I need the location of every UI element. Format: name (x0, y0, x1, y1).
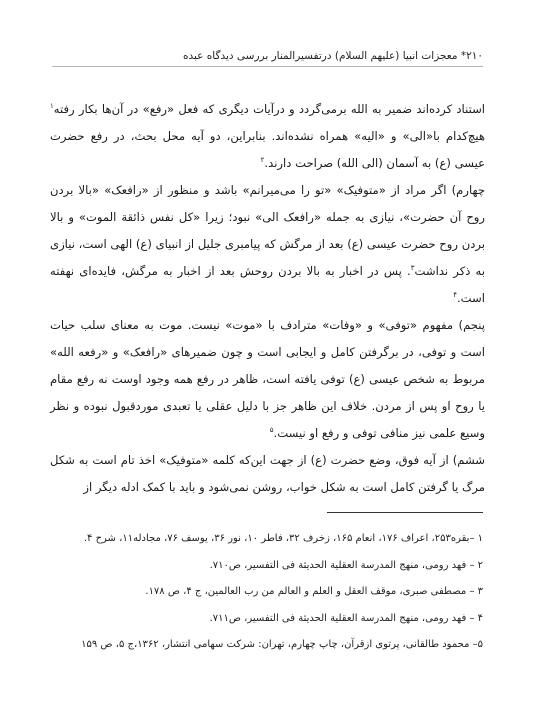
paragraph-1-text: استناد کرده‌اند ضمیر به الله برمی‌گردد و درآیات دیگری که فعل «رفع» در آن‌ها بکار رفته (53, 102, 485, 116)
footnote-ref-1: ۱ (50, 102, 54, 111)
footnote-1: ۱ –بقره۲۵۳، اعراف ۱۷۶، انعام ۱۶۵، زخرف ۳۲، فاطر ۱۰، نور ۳۶، یوسف ۷۶، مجادله۱۱، شرح ۴. (83, 533, 483, 544)
footnote-ref-3: ۳ (410, 264, 415, 273)
running-header: ۲۱۰* معجزات انبیا (علیهم السلام) درتفسیرالمنار بررسی دیدگاه عبده (52, 50, 483, 67)
paragraph-2-text: هیچ‌کدام با«الی» و «الیه» همراه نشده‌اند. بنابراین، دو آیه محل بحث، در رفع حضرت عیسی (ع) به آسمان (الی الله) صراحت دارند. (50, 129, 485, 170)
footnote-4: ۴ – فهد رومی، منهج المدرسة العقلیة الحدیثة فی التفسیر، ص۷۱۱. (209, 612, 483, 624)
footnotes (52, 526, 483, 659)
paragraph-6-text: ششم) از آیه فوق، وضع حضرت (ع) از جهت این‌که کلمه «متوفیک» اخذ تام است به شکل مرگ یا گرفتن کامل است به شکل خواب، روشن نمی‌شود و باید با کمک ادله دیگر از (50, 453, 485, 494)
footnote-2: ۲ – فهد رومی، منهج المدرسة العقلیة الحدیثة فی التفسیر، ص۷۱۰. (209, 559, 483, 571)
footnote-separator (327, 512, 483, 513)
paragraph-6 (50, 447, 485, 501)
paragraph-4-text: چهارم) اگر مراد از «متوفیک» «تو را می‌میرانم» باشد و منظور از «رافعک» «بالا بردن روح آن حضرت»، نیازی به جمله «رافعک الی» نبود؛ زیرا «کل نفس ذائقة الموت» و بالا بردن روح حضرت عیسی (ع) بعد از مرگش که پیامبری جلیل از انبیای (ع) الهی است، نیازی به ذکر نداشت (50, 183, 485, 278)
footnote-ref-2: ۲ (260, 156, 265, 165)
footnote-5: ۵– محمود طالقانی، پرتوی ازقرآن، چاپ چهارم، تهران: شرکت سهامی انتشار، ۱۳۶۲،ج ۵، ص ۱۵۹ (81, 639, 483, 650)
paragraph-5 (50, 312, 485, 447)
footnote-ref-4: ۴ (453, 291, 457, 300)
footnote-3: ۳ – مصطفی صبری، موقف العقل و العلم و العالم من رب العالمین، ج ۴، ص ۱۷۸. (145, 586, 483, 597)
paragraph-5-text: پنجم) مفهوم «توفی» و «وفات» مترادف با «موت» نیست. موت به معنای سلب حیات است و توفی، در برگرفتن کامل و ایجابی است و چون ضمیرهای «رافعک» و «رفعه الله» مربوط به شخص عیسی (ع) توفی یافته است، ظاهر در رفع همه وجود اوست نه رفع مقام یا روح او پس از مردن. خلاف این ظاهر جز با دلیل عقلی یا تعبدی موردقبول نبوده و نظر وسیع علمی نیز منافی توفی و رفع او نیست. (50, 318, 485, 440)
paragraph-4 (50, 177, 485, 312)
footnote-ref-5: ۵ (269, 426, 274, 435)
paragraph-1 (50, 96, 485, 177)
paragraph-4-tail: . پس در اخبار به بالا بردن روحش بعد از اخبار به مرگش، فایده‌ای نهفته است. (50, 264, 485, 305)
body-text (50, 96, 485, 501)
